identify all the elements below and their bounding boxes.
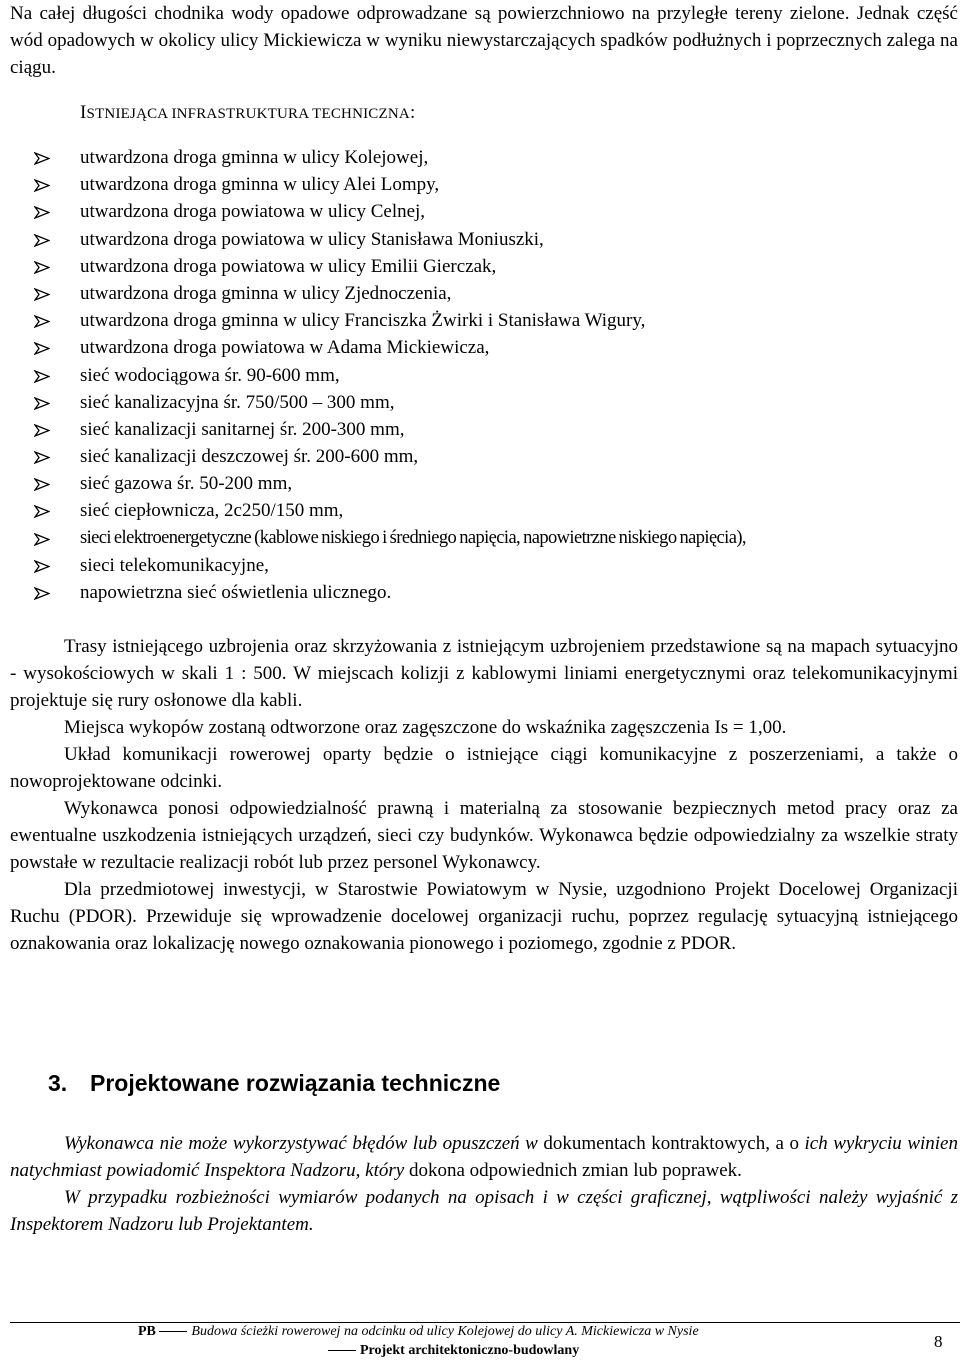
footer-divider <box>10 1322 960 1323</box>
list-item <box>10 443 960 470</box>
body-paragraphs <box>10 633 958 957</box>
section-title: Projektowane rozwiązania techniczne <box>90 1070 501 1096</box>
italic-part-b: ich wykryciu winien natychmiast powiadomić Inspektora Nadzoru, który <box>10 1133 958 1181</box>
footer-title: Budowa ścieżki rowerowej na odcinku od ulicy Kolejowej do ulicy A. Mickiewicza w Nysie <box>191 1324 699 1339</box>
italic-part-a: Wykonawca nie może wykorzystywać błędów lub opuszczeń w <box>64 1133 538 1154</box>
list-item-text: sieć kanalizacji deszczowej śr. 200-600 mm, <box>80 446 419 468</box>
list-item <box>10 470 960 497</box>
arrow-bullet-icon <box>34 424 50 437</box>
arrow-bullet-icon <box>34 587 50 600</box>
arrow-bullet-icon <box>34 342 50 355</box>
list-item <box>10 144 960 171</box>
arrow-bullet-icon <box>34 315 50 328</box>
list-item-text: utwardzona droga gminna w ulicy Kolejowej, <box>80 147 429 168</box>
arrow-bullet-icon <box>34 370 50 383</box>
list-item <box>10 362 960 389</box>
infrastructure-list <box>10 144 960 606</box>
footer-line-2 <box>328 1343 579 1359</box>
arrow-bullet-icon <box>34 451 50 464</box>
arrow-bullet-icon <box>34 152 50 165</box>
paragraph-dla: Dla przedmiotowej inwestycji, w Starostwie Powiatowym w Nysie, uzgodniono Projekt Docelowej Organizacji Ruchu (PDOR). Przewiduje się wprowadzenie docelowej organizacji ruchu, poprzez regulację sytuacyjną istniejącego oznakowania oraz lokalizację nowego oznakowania pionowego i poziomego, zgodnie z PDOR. <box>10 879 958 954</box>
list-item <box>10 525 960 552</box>
arrow-bullet-icon <box>34 505 50 518</box>
list-item-text: sieć gazowa śr. 50-200 mm, <box>80 473 293 495</box>
list-item-text: sieć ciepłownicza, 2c250/150 mm, <box>80 500 344 522</box>
list-item <box>10 497 960 524</box>
list-item <box>10 253 960 280</box>
list-item <box>10 552 960 579</box>
section-number: 3. <box>48 1070 68 1096</box>
list-item <box>10 389 960 416</box>
list-item-text: sieci telekomunikacyjne, <box>80 554 269 576</box>
list-item <box>10 280 960 307</box>
list-item-text: utwardzona droga gminna w ulicy Alei Lompy, <box>80 174 440 196</box>
arrow-bullet-icon <box>34 179 50 192</box>
paragraph-wykonawca-italic <box>10 1130 958 1184</box>
page-footer <box>0 1324 960 1360</box>
footer-dash <box>328 1350 356 1351</box>
arrow-bullet-icon <box>34 234 50 247</box>
arrow-bullet-icon <box>34 560 50 573</box>
paragraph-rozbieznosci <box>10 1184 958 1238</box>
footer-abbrev: PB <box>138 1324 156 1339</box>
list-item <box>10 226 960 253</box>
list-item <box>10 579 960 606</box>
heading-colon: : <box>409 102 416 123</box>
list-item-text: utwardzona droga powiatowa w Adama Mickiewicza, <box>80 337 490 359</box>
infrastructure-heading <box>80 102 415 124</box>
list-item-text: sieć wodociągowa śr. 90-600 mm, <box>80 364 340 386</box>
list-item-text: utwardzona droga powiatowa w ulicy Celnej, <box>80 201 426 223</box>
arrow-bullet-icon <box>34 261 50 274</box>
list-item <box>10 307 960 334</box>
arrow-bullet-icon <box>34 397 50 410</box>
list-item <box>10 171 960 198</box>
normal-part-a: dokumentach kontraktowych, a o <box>537 1133 805 1154</box>
list-item-text: utwardzona droga gminna w ulicy Zjednoczenia, <box>80 282 452 304</box>
list-item-text: utwardzona droga powiatowa w ulicy Emilii Gierczak, <box>80 255 497 277</box>
paragraph-uklad: Układ komunikacji rowerowej oparty będzie o istniejące ciągi komunikacyjne z poszerzeniami, a także o nowoprojektowane odcinki. <box>10 744 958 792</box>
arrow-bullet-icon <box>34 533 50 546</box>
page-number: 8 <box>934 1332 943 1351</box>
list-item-text: sieci elektroenergetyczne (kablowe niskiego i średniego napięcia, napowietrzne niskiego napięcia), <box>80 527 746 548</box>
paragraph-miejsca: Miejsca wykopów zostaną odtworzone oraz zagęszczone do wskaźnika zagęszczenia Is = 1,00. <box>64 717 787 738</box>
section-paragraphs <box>10 1130 958 1238</box>
list-item <box>10 416 960 443</box>
normal-part-b: dokona odpowiednich zmian lub poprawek. <box>404 1160 742 1181</box>
list-item <box>10 334 960 361</box>
arrow-bullet-icon <box>34 288 50 301</box>
list-item-text: utwardzona droga powiatowa w ulicy Stanisława Moniuszki, <box>80 228 544 250</box>
arrow-bullet-icon <box>34 478 50 491</box>
list-item-text: napowietrzna sieć oświetlenia ulicznego. <box>80 582 392 603</box>
list-item-text: utwardzona droga gminna w ulicy Franciszka Żwirki i Stanisława Wigury, <box>80 310 646 332</box>
footer-line-1 <box>138 1324 699 1340</box>
heading-rest: STNIEJĄCA INFRASTRUKTURA TECHNICZNA <box>86 106 410 122</box>
list-item-text: sieć kanalizacyjna śr. 750/500 – 300 mm, <box>80 391 395 413</box>
paragraph-wykonawca: Wykonawca ponosi odpowiedzialność prawną i materialną za stosowanie bezpiecznych metod pracy oraz za ewentualne uszkodzenia istniejących urządzeń, sieci czy budynków. Wykonawca będzie odpowiedzialny za wszelkie straty powstałe w rezultacie realizacji robót lub przez personel Wykonawcy. <box>10 798 958 873</box>
section-heading <box>48 1070 500 1097</box>
heading-initial: I <box>80 102 87 123</box>
footer-subtitle: Projekt architektoniczno-budowlany <box>360 1343 580 1358</box>
italic-text: W przypadku rozbieżności wymiarów podanych na opisach i w części graficznej, wątpliwości należy wyjaśnić z Inspektorem Nadzoru lub Projektantem. <box>10 1187 958 1235</box>
list-item-text: sieć kanalizacji sanitarnej śr. 200-300 mm, <box>80 418 405 440</box>
list-item <box>10 198 960 225</box>
intro-paragraph: Na całej długości chodnika wody opadowe odprowadzane są powierzchniowo na przyległe tereny zielone. Jednak część wód opadowych w okolicy ulicy Mickiewicza w wyniku niewystarczających spadków podłużnych i poprzecznych zalega na ciągu. <box>10 3 958 78</box>
footer-dash <box>159 1331 187 1332</box>
paragraph-trasy: Trasy istniejącego uzbrojenia oraz skrzyżowania z istniejącym uzbrojeniem przedstawione są na mapach sytuacyjno - wysokościowych w skali 1 : 500. W miejscach kolizji z kablowymi liniami energetycznymi oraz telekomunikacyjnymi projektuje się rury osłonowe dla kabli. <box>10 636 958 711</box>
arrow-bullet-icon <box>34 206 50 219</box>
